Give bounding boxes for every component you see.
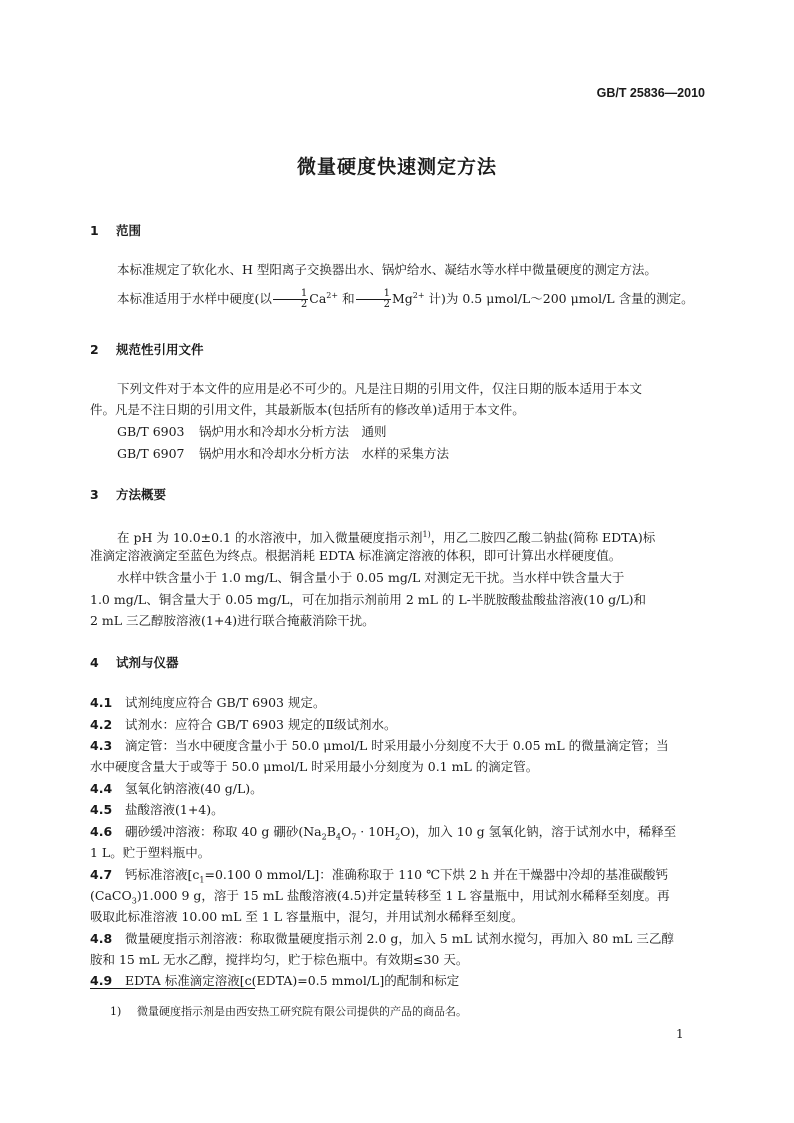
list-item <box>90 799 705 820</box>
item-number: 4.6 <box>90 824 113 839</box>
interference-paragraph-line-2: 1.0 mg/L、铜含量大于 0.05 mg/L，可在加指示剂前用 2 mL 的 L-半胱胺酸盐酸盐溶液(10 g/L)和 <box>90 592 647 607</box>
fraction <box>273 289 308 310</box>
reference-entry <box>117 444 449 462</box>
fraction-numerator: 1 <box>356 289 391 300</box>
section-number: 3 <box>90 487 99 502</box>
method-paragraph-line-2: 准滴定溶液滴定至蓝色为终点。根据消耗 EDTA 标准滴定溶液的体积，即可计算出水样硬度值。 <box>90 548 622 563</box>
footnote-number: 1) <box>110 1005 122 1018</box>
item-text: O <box>340 824 352 839</box>
item-number: 4.3 <box>90 738 113 753</box>
reference-title: 锅炉用水和冷却水分析方法 通则 <box>199 424 387 439</box>
footnote-divider <box>90 988 255 989</box>
scope-paragraph-2 <box>90 285 705 310</box>
item-text: 试剂纯度应符合 GB/T 6903 规定。 <box>125 695 326 710</box>
item-number: 4.1 <box>90 695 113 710</box>
item-text: 滴定管：当水中硬度含量小于 50.0 μmol/L 时采用最小分刻度不大于 0.05 mL 的微量滴定管；当 <box>125 738 669 753</box>
footnote <box>110 1003 467 1019</box>
normative-paragraph-line-1: 下列文件对于本文件的应用是必不可少的。凡是注日期的引用文件，仅注日期的版本适用于本文 <box>117 381 643 396</box>
document-title: 微量硬度快速测定方法 <box>296 156 497 178</box>
normative-paragraph-line-2: 件。凡是不注日期的引用文件，其最新版本(包括所有的修改单)适用于本文件。 <box>90 402 525 417</box>
subscript: 1 <box>199 875 205 885</box>
list-item <box>90 928 705 949</box>
section-1-heading <box>90 221 141 239</box>
item-text: O)，加入 10 g 氢氧化钠，溶于试剂水中，稀释至 <box>400 824 677 839</box>
reference-code: GB/T 6907 <box>117 446 185 461</box>
text-run: 在 pH 为 10.0±0.1 的水溶液中，加入微量硬度指示剂 <box>117 530 423 546</box>
item-text: B <box>326 824 336 839</box>
section-number: 1 <box>90 223 99 238</box>
item-number: 4.2 <box>90 717 113 732</box>
list-item-continuation: 吸取此标准溶液 10.00 mL 至 1 L 容量瓶中，混匀，并用试剂水稀释至刻度。 <box>90 909 524 924</box>
list-item-continuation: 水中硬度含量大于或等于 50.0 μmol/L 时采用最小分刻度为 0.1 mL 的滴定管。 <box>90 759 539 774</box>
superscript: 2+ <box>326 291 339 300</box>
item-text: 钙标准溶液[c <box>125 867 200 882</box>
fraction-denominator: 2 <box>383 299 390 311</box>
footnote-text: 微量硬度指示剂是由西安热工研究院有限公司提供的产品的商品名。 <box>137 1005 467 1018</box>
section-title: 范围 <box>116 223 142 238</box>
fraction-denominator: 2 <box>300 299 308 311</box>
text-run: 计)为 0.5 μmol/L～200 μmol/L 含量的测定。 <box>424 291 694 307</box>
interference-paragraph-line-3: 2 mL 三乙醇胺溶液(1+4)进行联合掩蔽消除干扰。 <box>90 613 375 628</box>
item-number: 4.9 <box>90 973 113 988</box>
item-text: 氢氧化钠溶液(40 g/L)。 <box>125 781 263 796</box>
reference-code: GB/T 6903 <box>117 424 185 439</box>
section-title: 试剂与仪器 <box>116 655 179 670</box>
section-3-heading <box>90 485 166 503</box>
item-text: EDTA 标准滴定溶液[c(EDTA)=0.5 mmol/L]的配制和标定 <box>125 973 460 988</box>
reference-title: 锅炉用水和冷却水分析方法 水样的采集方法 <box>199 446 450 461</box>
section-4-heading <box>90 653 179 671</box>
item-text: 盐酸溶液(1+4)。 <box>125 802 224 817</box>
section-number: 2 <box>90 342 99 357</box>
page-number: 1 <box>676 1027 684 1041</box>
scope-paragraph-1: 本标准规定了软化水、H 型阳离子交换器出水、锅炉给水、凝结水等水样中微量硬度的测定方法。 <box>117 262 657 277</box>
item-number: 4.7 <box>90 867 113 882</box>
list-item <box>90 778 705 799</box>
text-run: Mg <box>391 291 413 307</box>
item-text: 硼砂缓冲溶液：称取 40 g 硼砂(Na <box>125 824 322 839</box>
item-text: · 10H <box>356 824 396 839</box>
section-2-heading <box>90 340 204 358</box>
text-run: 和 <box>338 291 355 307</box>
text-run: 本标准适用于水样中硬度(以 <box>117 291 272 307</box>
fraction-numerator: 1 <box>273 289 308 300</box>
list-item <box>90 735 705 756</box>
list-item <box>90 692 705 713</box>
text-run: ，用乙二胺四乙酸二钠盐(简称 EDTA)标 <box>430 530 656 546</box>
list-item-continuation: 1 L。贮于塑料瓶中。 <box>90 845 211 860</box>
fraction <box>356 289 391 310</box>
item-text: 微量硬度指示剂溶液：称取微量硬度指示剂 2.0 g，加入 5 mL 试剂水搅匀，再加入 80 mL 三乙醇 <box>125 931 674 946</box>
interference-paragraph-line-1: 水样中铁含量小于 1.0 mg/L、铜含量小于 0.05 mg/L 对测定无干扰。当水样中铁含量大于 <box>117 570 625 585</box>
item-text: (CaCO <box>90 888 132 903</box>
subscript: 2 <box>321 832 327 842</box>
subscript: 3 <box>131 896 137 906</box>
reference-entry <box>117 422 387 440</box>
section-title: 方法概要 <box>116 487 167 502</box>
item-text: =0.100 0 mmol/L]：准确称取于 110 ℃下烘 2 h 并在干燥器中冷却的基准碳酸钙 <box>204 867 668 882</box>
subscript: 4 <box>335 832 341 842</box>
item-text: 试剂水：应符合 GB/T 6903 规定的Ⅱ级试剂水。 <box>125 717 397 732</box>
item-number: 4.5 <box>90 802 113 817</box>
standard-number: GB/T 25836—2010 <box>596 86 705 100</box>
subscript: 7 <box>351 832 357 842</box>
footnote-marker: 1) <box>422 530 431 539</box>
superscript: 2+ <box>412 291 425 300</box>
item-number: 4.4 <box>90 781 113 796</box>
list-item-continuation: 胺和 15 mL 无水乙醇，搅拌均匀，贮于棕色瓶中。有效期≤30 天。 <box>90 952 469 967</box>
list-item <box>90 714 705 735</box>
text-run: Ca <box>309 291 327 307</box>
item-text: )1.000 9 g，溶于 15 mL 盐酸溶液(4.5)并定量转移至 1 L 容量瓶中，用试剂水稀释至刻度。再 <box>136 888 670 903</box>
section-title: 规范性引用文件 <box>116 342 204 357</box>
item-number: 4.8 <box>90 931 113 946</box>
section-number: 4 <box>90 655 99 670</box>
subscript: 2 <box>395 832 401 842</box>
